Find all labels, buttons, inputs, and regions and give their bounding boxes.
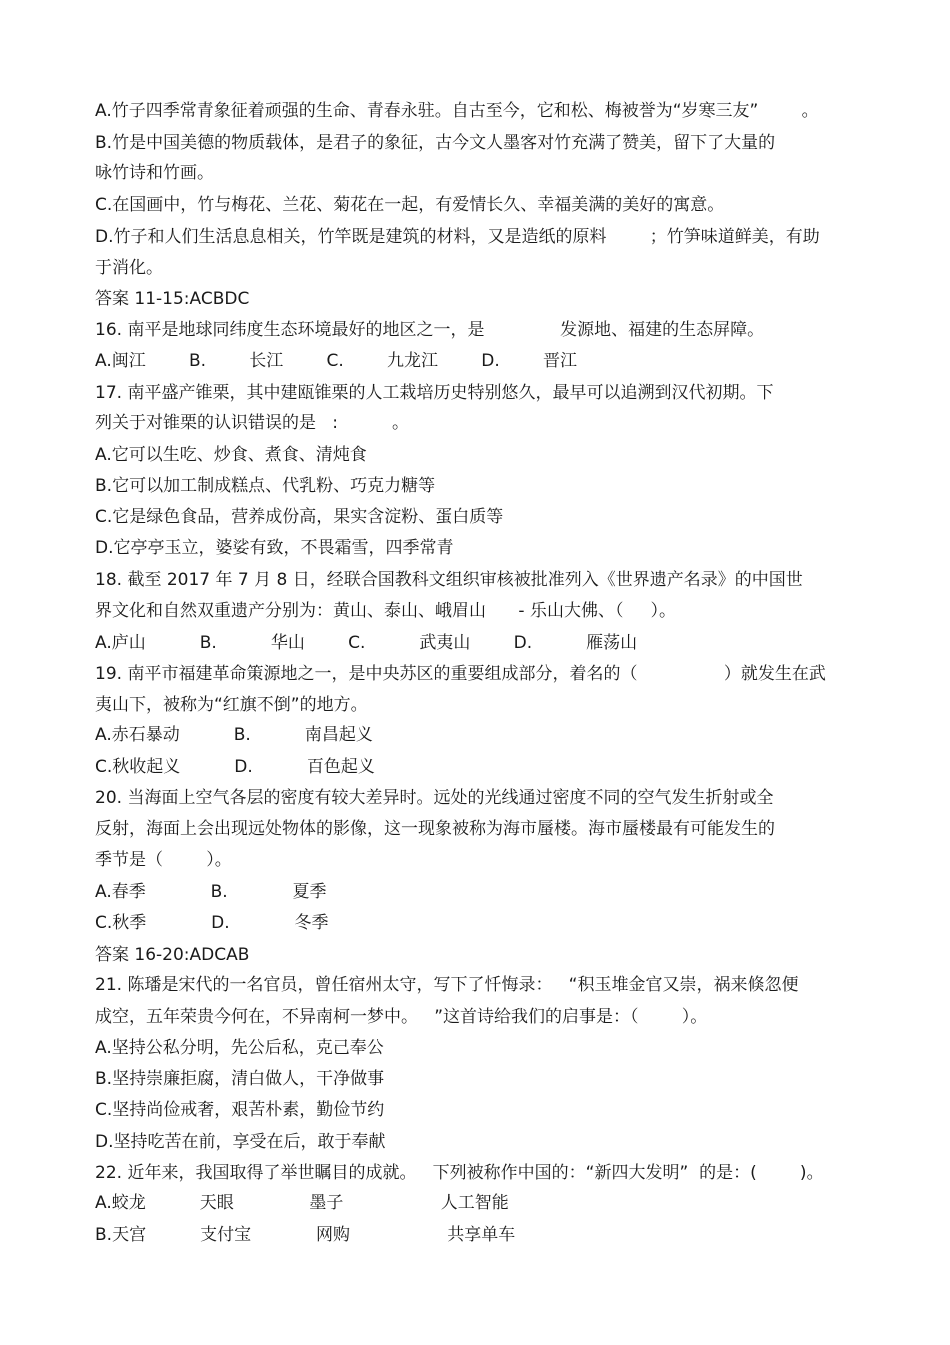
question-18-cont: 界文化和自然双重遗产分别为：黄山、泰山、峨眉山 - 乐山大佛、（ ）。	[95, 601, 676, 621]
question-19-cont: 夷山下，被称为“红旗不倒”的地方。	[95, 695, 368, 715]
answer-11-15: 答案 11-15:ACBDC	[95, 289, 250, 309]
option-d-bamboo-cont: 于消化。	[95, 258, 163, 278]
question-21-option-c: C.坚持尚俭戒奢，艰苦朴素，勤俭节约	[95, 1100, 385, 1120]
question-21-option-b: B.坚持崇廉拒腐，清白做人，干净做事	[95, 1069, 385, 1089]
question-19-options-ab: A.赤石暴动 B. 南昌起义	[95, 725, 373, 745]
question-16: 16. 南平是地球同纬度生态环境最好的地区之一，是 发源地、福建的生态屏障。	[95, 320, 765, 340]
question-17-option-d: D.它亭亭玉立，婆娑有致，不畏霜雪，四季常青	[95, 538, 454, 558]
question-18: 18. 截至 2017 年 7 月 8 日，经联合国教科文组织审核被批准列入《世界遗产名录》的中国世	[95, 570, 803, 590]
question-19: 19. 南平市福建革命策源地之一，是中央苏区的重要组成部分，着名的（ ）就发生在武	[95, 664, 826, 684]
question-17-cont: 列关于对锥栗的认识错误的是 : 。	[95, 413, 409, 433]
question-17-option-c: C.它是绿色食品，营养成份高，果实含淀粉、蛋白质等	[95, 507, 504, 527]
option-b-bamboo-cont: 咏竹诗和竹画。	[95, 163, 214, 183]
question-20-cont-2: 季节是（ ）。	[95, 850, 232, 870]
question-20-options-ab: A.春季 B. 夏季	[95, 882, 327, 902]
answer-16-20: 答案 16-20:ADCAB	[95, 945, 250, 965]
question-22: 22. 近年来，我国取得了举世瞩目的成就。 下列被称作中国的：“新四大发明” 的是：( )。	[95, 1163, 824, 1183]
question-22-option-a: A.蛟龙 天眼 墨子 人工智能	[95, 1193, 509, 1213]
question-22-option-b: B.天宫 支付宝 网购 共享单车	[95, 1225, 516, 1245]
question-21-option-a: A.坚持公私分明，先公后私，克己奉公	[95, 1038, 384, 1058]
question-21-cont: 成空，五年荣贵今何在，不异南柯一梦中。 ”这首诗给我们的启事是：（ ）。	[95, 1007, 708, 1027]
option-b-bamboo: B.竹是中国美德的物质载体，是君子的象征，古今文人墨客对竹充满了赞美，留下了大量的	[95, 133, 776, 153]
question-17-option-b: B.它可以加工制成糕点、代乳粉、巧克力糖等	[95, 476, 436, 496]
question-17: 17. 南平盛产锥栗，其中建瓯锥栗的人工栽培历史特别悠久，最早可以追溯到汉代初期。下	[95, 383, 774, 403]
option-c-bamboo: C.在国画中，竹与梅花、兰花、菊花在一起，有爱情长久、幸福美满的美好的寓意。	[95, 195, 725, 215]
question-17-option-a: A.它可以生吃、炒食、煮食、清炖食	[95, 445, 367, 465]
option-d-bamboo: D.竹子和人们生活息息相关，竹竿既是建筑的材料，又是造纸的原料 ；竹笋味道鲜美，有助	[95, 227, 820, 247]
question-20-options-cd: C.秋季 D. 冬季	[95, 913, 329, 933]
question-16-options: A.闽江 B. 长江 C. 九龙江 D. 晋江	[95, 351, 577, 371]
question-19-options-cd: C.秋收起义 D. 百色起义	[95, 757, 375, 777]
question-20: 20. 当海面上空气各层的密度有较大差异时。远处的光线通过密度不同的空气发生折射或全	[95, 788, 774, 808]
question-21: 21. 陈璠是宋代的一名官员，曾任宿州太守，写下了忏悔录： “积玉堆金官又崇，祸来倏忽便	[95, 975, 799, 995]
question-21-option-d: D.坚持吃苦在前，享受在后，敢于奉献	[95, 1132, 386, 1152]
question-18-options: A.庐山 B. 华山 C. 武夷山 D. 雁荡山	[95, 633, 638, 653]
question-20-cont: 反射，海面上会出现远处物体的影像，这一现象被称为海市蜃楼。海市蜃楼最有可能发生的	[95, 819, 775, 839]
option-a-bamboo: A.竹子四季常青象征着顽强的生命、青春永驻。自古至今，它和松、梅被誉为“岁寒三友” 。	[95, 101, 819, 121]
